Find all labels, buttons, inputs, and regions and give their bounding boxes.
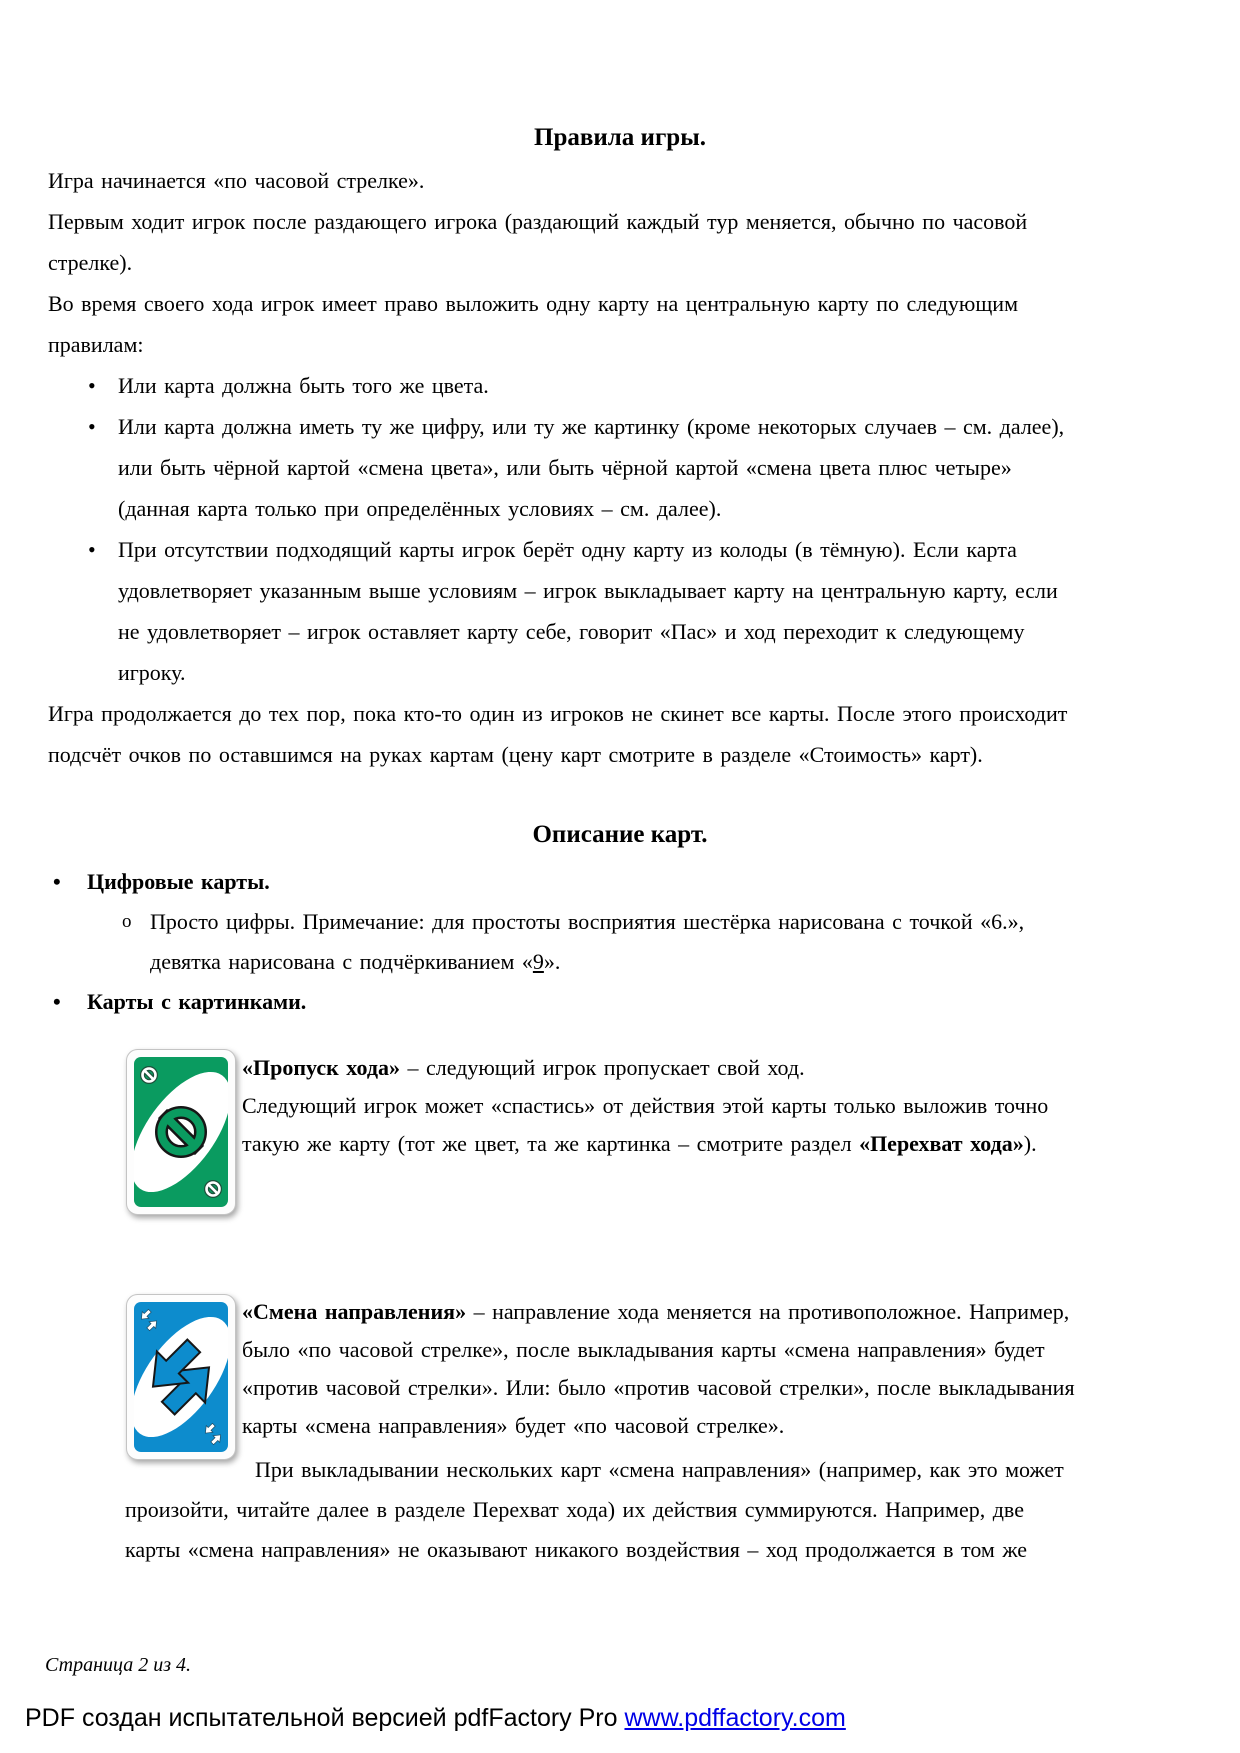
text-line-content: было «по часовой стрелке», после выкладывания карты «смена направления» будет bbox=[242, 1337, 1045, 1362]
text-line bbox=[48, 324, 1198, 365]
text-line bbox=[242, 1293, 1192, 1331]
text-line-content: Первым ходит игрок после раздающего игрока (раздающий каждый тур меняется, обычно по часовой bbox=[48, 209, 1028, 234]
text-line-content: При выкладывании нескольких карт «смена направления» (например, как это может bbox=[255, 1457, 1064, 1482]
text-line bbox=[48, 488, 1198, 529]
bullet-item bbox=[48, 406, 1198, 447]
text-line bbox=[48, 734, 1198, 775]
sub-bullet-marker: o bbox=[122, 911, 132, 932]
text-line-content: Или карта должна иметь ту же цифру, или ту же картинку (кроме некоторых случаев – см. далее), bbox=[118, 414, 1065, 439]
pdffactory-link[interactable]: www.pdffactory.com bbox=[624, 1704, 846, 1732]
skip-symbol bbox=[162, 1113, 201, 1152]
text-line-content: При отсутствии подходящий карты игрок берёт одну карту из колоды (в тёмную). Если карта bbox=[118, 537, 1017, 562]
text-line bbox=[242, 1049, 1192, 1087]
reverse-card-continuation bbox=[125, 1450, 1195, 1570]
text-line-content: (данная карта только при определённых условиях – см. далее). bbox=[118, 496, 722, 521]
text-line bbox=[48, 447, 1198, 488]
text-line-content: «против часовой стрелки». Или: было «против часовой стрелки», после выкладывания bbox=[242, 1375, 1075, 1400]
card-name-bold: «Смена направления» bbox=[242, 1299, 467, 1324]
text-line-content: такую же карту (тот же цвет, та же картинка – смотрите раздел bbox=[242, 1131, 860, 1156]
reverse-card-image bbox=[125, 1293, 237, 1461]
underlined-nine: 9 bbox=[532, 949, 544, 974]
text-line-content: Или карта должна быть того же цвета. bbox=[118, 373, 489, 398]
text-line-content: Игра начинается «по часовой стрелке». bbox=[48, 168, 425, 193]
bullet-label: Цифровые карты. bbox=[87, 869, 270, 894]
bullet-marker: • bbox=[88, 537, 96, 562]
page-title: Правила игры. bbox=[534, 124, 706, 151]
text-line-content: правилам: bbox=[48, 332, 144, 357]
text-line-content: – следующий игрок пропускает свой ход. bbox=[399, 1055, 805, 1080]
section-title: Описание карт. bbox=[532, 821, 708, 848]
text-line bbox=[48, 570, 1198, 611]
text-line-content: не удовлетворяет – игрок оставляет карту себе, говорит «Пас» и ход переходит к следующему bbox=[118, 619, 1025, 644]
text-line-content: или быть чёрной картой «смена цвета», или быть чёрной картой «смена цвета плюс четыре» bbox=[118, 455, 1012, 480]
skip-card-image bbox=[125, 1048, 237, 1216]
text-line-content: ). bbox=[1023, 1131, 1037, 1156]
text-line-content: удовлетворяет указанным выше условиям – игрок выкладывает карту на центральную карту, если bbox=[118, 578, 1058, 603]
card-name-bold: «Пропуск хода» bbox=[242, 1055, 400, 1080]
text-line-content: Следующий игрок может «спастись» от действия этой карты только выложив точно bbox=[242, 1093, 1049, 1118]
text-line bbox=[48, 201, 1198, 242]
text-line bbox=[48, 942, 1198, 982]
text-line-content: Во время своего хода игрок имеет право выложить одну карту на центральную карту по следующим bbox=[48, 291, 1018, 316]
pdf-watermark-text: PDF создан испытательной версией pdfFactory Pro bbox=[25, 1704, 625, 1732]
bullet-item bbox=[48, 365, 1198, 406]
bullet-marker: • bbox=[88, 373, 96, 398]
pdf-watermark bbox=[25, 1702, 846, 1734]
text-line-content: – направление хода меняется на противоположное. Например, bbox=[466, 1299, 1070, 1324]
bullet-item-number-cards bbox=[48, 862, 1198, 902]
text-line bbox=[242, 1125, 1192, 1163]
section-ref-bold: «Перехват хода» bbox=[859, 1131, 1024, 1156]
reverse-icon bbox=[125, 1293, 237, 1461]
bullet-label: Карты с картинками. bbox=[87, 989, 307, 1014]
skip-card-description bbox=[242, 1049, 1192, 1163]
bullet-marker: • bbox=[88, 414, 96, 439]
text-line bbox=[48, 693, 1198, 734]
text-line-content: Просто цифры. Примечание: для простоты восприятия шестёрка нарисована с точкой «6.», bbox=[150, 909, 1025, 934]
text-line bbox=[242, 1369, 1192, 1407]
text-line bbox=[242, 1331, 1192, 1369]
text-line-content: стрелке). bbox=[48, 250, 133, 275]
text-line bbox=[125, 1490, 1195, 1530]
bullet-item-picture-cards bbox=[48, 982, 1198, 1022]
text-line-content: Игра продолжается до тех пор, пока кто-то один из игроков не скинет все карты. После этого происходит bbox=[48, 701, 1068, 726]
text-line bbox=[48, 611, 1198, 652]
text-line bbox=[125, 1530, 1195, 1570]
text-line-content: произойти, читайте далее в разделе Перехват хода) их действия суммируются. Например, две bbox=[125, 1497, 1024, 1522]
text-line-content: карты «смена направления» будет «по часовой стрелке». bbox=[242, 1413, 785, 1438]
text-line-content: ». bbox=[543, 949, 561, 974]
bullet-item bbox=[48, 529, 1198, 570]
text-line bbox=[242, 1087, 1192, 1125]
bullet-marker: • bbox=[53, 869, 61, 894]
text-line-content: подсчёт очков по оставшимся на руках картам (цену карт смотрите в разделе «Стоимость» карт). bbox=[48, 742, 983, 767]
text-line-content: карты «смена направления» не оказывают никакого воздействия – ход продолжается в том же bbox=[125, 1537, 1028, 1562]
skip-icon bbox=[125, 1048, 237, 1216]
text-line bbox=[48, 160, 1198, 201]
text-line bbox=[48, 283, 1198, 324]
text-line-content: девятка нарисована с подчёркиванием « bbox=[150, 949, 533, 974]
bullet-marker: • bbox=[53, 989, 61, 1014]
text-line bbox=[125, 1450, 1195, 1490]
text-line bbox=[48, 242, 1198, 283]
text-line bbox=[242, 1407, 1192, 1445]
card-description-list bbox=[48, 862, 1198, 1022]
reverse-card-description bbox=[242, 1293, 1192, 1445]
rules-text-block bbox=[48, 160, 1198, 775]
text-line bbox=[48, 652, 1198, 693]
sub-bullet-item bbox=[48, 902, 1198, 942]
text-line-content: игроку. bbox=[118, 660, 186, 685]
page-number: Страница 2 из 4. bbox=[45, 1654, 192, 1676]
